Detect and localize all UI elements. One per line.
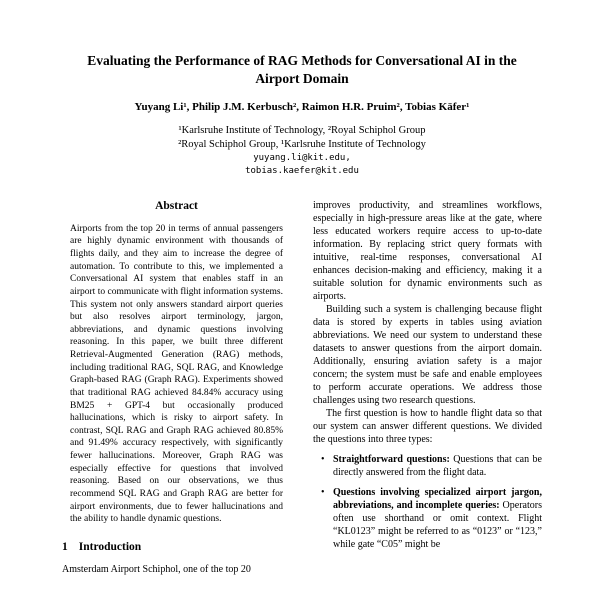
left-column (62, 199, 291, 576)
abstract-heading: Abstract (155, 199, 198, 212)
right-column (313, 199, 542, 576)
body-paragraph: Building such a system is challenging because flight data is stored by experts in tables using aviation abbreviations. We need our system to understand these datasets to answer questions from the airport domain. Additionally, ensuring aviation safety is a major concern; the system must be safe and enable employees to perform accurate operations. We address those challenges using two research questions. (313, 303, 542, 406)
bullet-icon: • (321, 486, 325, 498)
affiliation-line-2: ²Royal Schiphol Group, ¹Karlsruhe Institute of Technology (178, 138, 426, 150)
abstract-text: Airports from the top 20 in terms of annual passengers are highly dynamic environment with thousands of flights daily, and they aim to increase the degree of automation. To contribute to this, we implemented a Conversational AI system that enables staff in an airport to communicate with flight information systems. This system not only answers standard airport queries but also resolves airport terminology, jargon, abbreviations, and dynamic questions involving reasoning. In this paper, we built three different Retrieval-Augmented Generation (RAG) methods, including traditional RAG, SQL RAG, and Knowledge Graph-based RAG (Graph RAG). Experiments showed that traditional RAG achieved 84.84% accuracy using BM25 + GPT-4 but occasionally produced hallucinations, which is risky to airport safety. In contrast, SQL RAG and Graph RAG achieved 80.85% and 91.49% accuracy respectively, with significantly fewer hallucinations. Moreover, Graph RAG was especially effective for questions that involved reasoning. Based on our observations, we thus recommend SQL RAG and Graph RAG are better for airport environments, due to fewer hallucinations and the ability to handle dynamic questions. (70, 223, 283, 525)
bullet-lead: Questions involving specialized airport jargon, abbreviations, and incomplete queries: (333, 486, 542, 511)
list-item (321, 453, 542, 479)
authors-line: Yuyang Li¹, Philip J.M. Kerbusch², Raimon H.R. Pruim², Tobias Käfer¹ (134, 101, 470, 114)
email-line-1: yuyang.li@kit.edu, (253, 152, 351, 163)
body-paragraph: improves productivity, and streamlines workflows, especially in high-pressure areas like at the gate, where less educated workers require access to up-to-date information. By replacing strict query formats with intuitive, real-time responses, conversational AI enhances decision-making and efficiency, making it a suitable solution for dynamic environments such as airports. (313, 199, 542, 302)
title-block (62, 52, 542, 178)
bullet-text: Operators often use shorthand or omit context. Flight “KL0123” might be referred to as “0123” or “123,” while gate “C05” might be (333, 499, 542, 550)
introduction-first-line-partial: Amsterdam Airport Schiphol, one of the top 20 (62, 563, 251, 575)
question-types-list (313, 453, 542, 551)
section-heading-introduction (62, 540, 291, 555)
paper-title: Evaluating the Performance of RAG Methods for Conversational AI in the Airport Domain (87, 53, 517, 86)
affiliation-line-1: ¹Karlsruhe Institute of Technology, ²Royal Schiphol Group (178, 125, 426, 137)
two-column-body (62, 199, 542, 576)
body-paragraph: The first question is how to handle flight data so that our system can answer different questions. We divided the questions into three types: (313, 407, 542, 445)
list-item (321, 486, 542, 551)
section-title: Introduction (78, 540, 142, 553)
bullet-lead: Straightforward questions: (333, 453, 450, 465)
bullet-text: Questions that can be directly answered from the flight data. (333, 453, 542, 478)
email-line-2: tobias.kaefer@kit.edu (245, 165, 359, 176)
section-number: 1 (62, 540, 68, 553)
bullet-icon: • (321, 453, 325, 465)
